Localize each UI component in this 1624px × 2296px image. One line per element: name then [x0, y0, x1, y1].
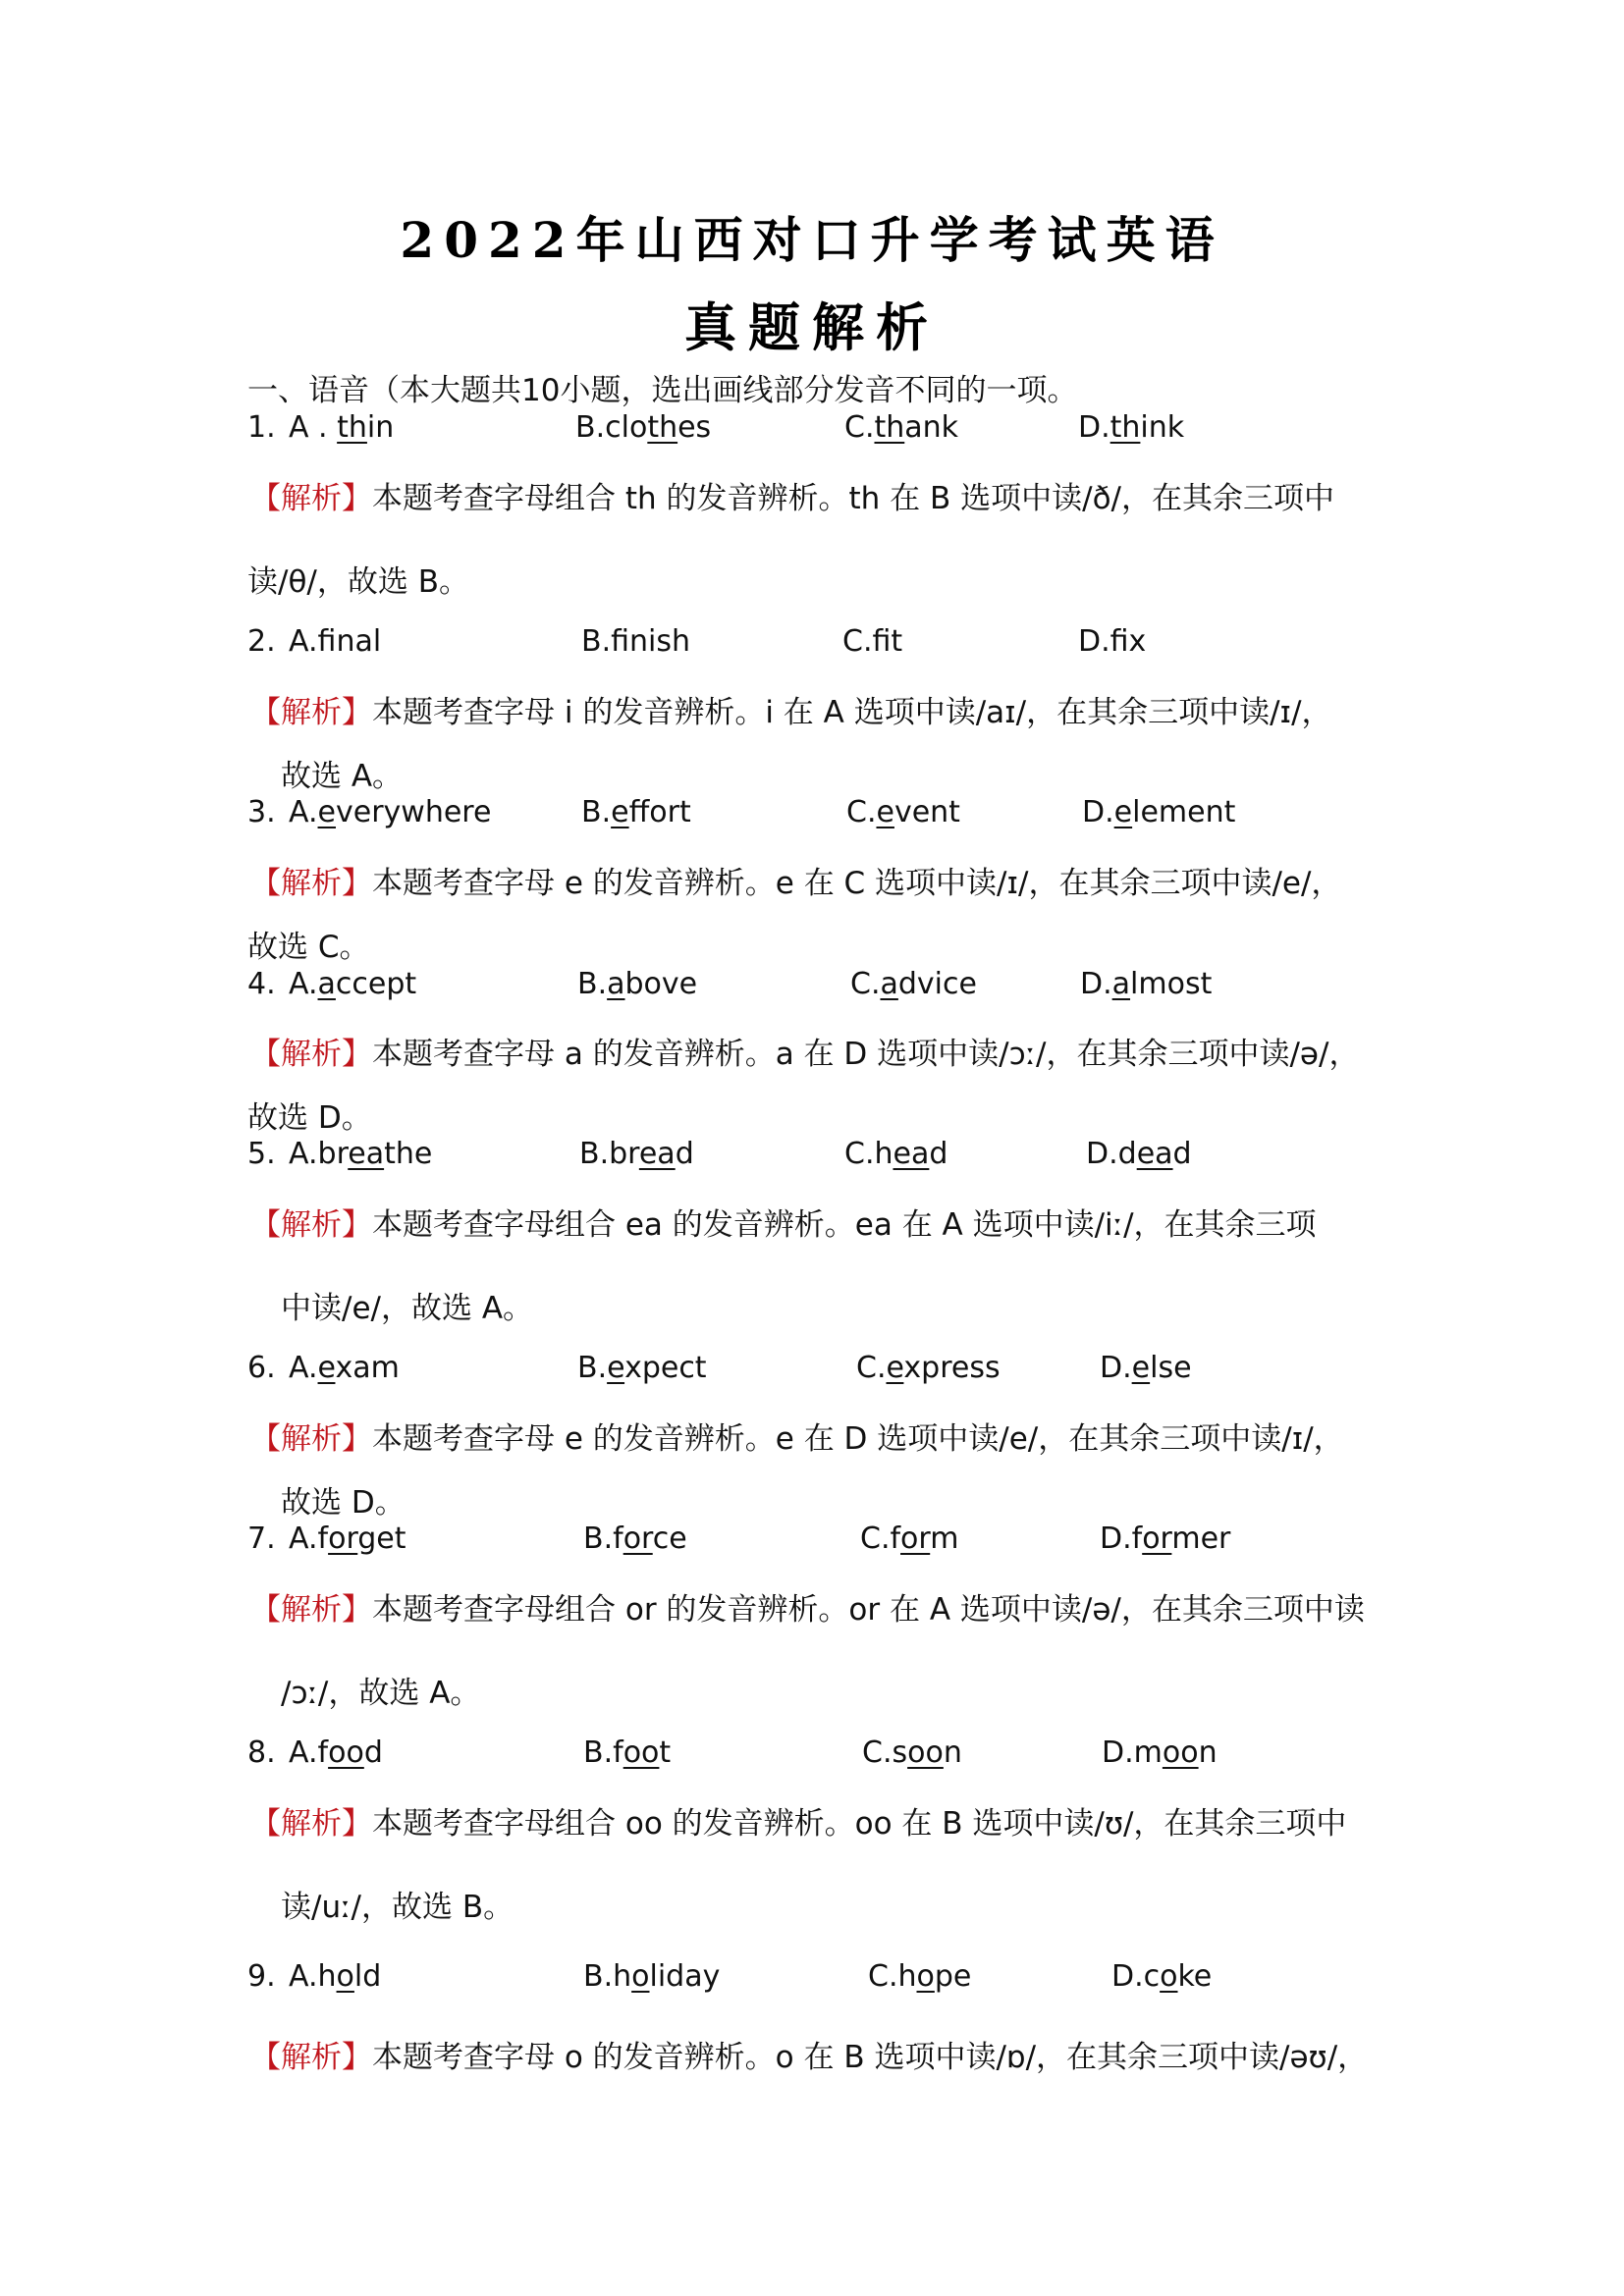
option-suffix: pe	[934, 1959, 972, 1994]
analysis-line	[250, 2032, 1368, 2076]
option-prefix: B.h	[583, 1959, 632, 1994]
option-b	[579, 1137, 694, 1171]
option-underlined-letters: e	[1113, 795, 1133, 829]
analysis-line	[250, 1584, 1365, 1629]
option-b	[583, 1959, 720, 1994]
option-underlined-letters: th	[647, 410, 678, 445]
question-number: 1.	[247, 410, 276, 445]
analysis-text: 本题考查字母组合 oo 的发音辨析。oo 在 B 选项中读/ʊ/，在其余三项中	[372, 1806, 1347, 1842]
option-underlined-letters: e	[611, 795, 629, 829]
option-prefix: A.f	[289, 1522, 329, 1556]
analysis-line	[250, 858, 1341, 902]
analysis-line	[250, 687, 1332, 731]
option-underlined-letters: or	[1142, 1522, 1172, 1556]
question-row	[247, 1137, 1426, 1176]
option-a	[289, 1735, 383, 1770]
option-underlined-letters: e	[607, 1351, 625, 1385]
question-number: 3.	[247, 795, 276, 829]
option-d	[1100, 1522, 1230, 1556]
option-a	[289, 410, 394, 445]
question-row	[247, 1959, 1426, 1999]
option-prefix: C.f	[842, 624, 892, 659]
option-underlined-letters: o	[916, 1959, 935, 1994]
option-suffix: lement	[1132, 795, 1236, 829]
option-prefix: B.f	[583, 1522, 623, 1556]
analysis-tag: 【解析】	[250, 1592, 372, 1628]
option-prefix: A.f	[289, 624, 337, 659]
option-suffix: es	[677, 410, 712, 445]
analysis-text: 本题考查字母组合 or 的发音辨析。or 在 A 选项中读/ə/，在其余三项中读	[372, 1592, 1365, 1628]
option-suffix: lmost	[1130, 967, 1213, 1001]
option-underlined-letters: oo	[907, 1735, 944, 1770]
analysis-continuation: 读/uː/，故选 B。	[281, 1890, 514, 1925]
option-prefix: A.	[289, 967, 318, 1001]
option-c	[868, 1959, 971, 1994]
option-prefix: B.br	[579, 1137, 639, 1171]
option-b	[581, 795, 691, 829]
option-prefix: D.	[1082, 795, 1114, 829]
option-c	[862, 1735, 962, 1770]
question-number: 6.	[247, 1351, 276, 1385]
analysis-text: 本题考查字母 e 的发音辨析。e 在 D 选项中读/e/，在其余三项中读/ɪ/，	[372, 1421, 1344, 1457]
option-suffix: get	[357, 1522, 406, 1556]
analysis-continuation: 故选 C。	[247, 930, 370, 965]
analysis-line	[250, 1029, 1359, 1073]
option-d	[1102, 1735, 1218, 1770]
option-prefix: C.h	[844, 1137, 893, 1171]
question-row	[247, 1351, 1426, 1390]
analysis-continuation: 故选 A。	[281, 759, 404, 794]
question-row	[247, 410, 1426, 450]
option-a	[289, 624, 381, 659]
option-underlined-letters: or	[900, 1522, 931, 1556]
option-d	[1082, 795, 1235, 829]
option-underlined-letters: a	[1111, 967, 1131, 1001]
option-underlined-letters: th	[337, 410, 367, 445]
option-suffix: mer	[1171, 1522, 1231, 1556]
option-prefix: C.	[850, 967, 881, 1001]
analysis-tag: 【解析】	[250, 1806, 372, 1842]
option-prefix: B.	[577, 1351, 608, 1385]
option-a	[289, 967, 416, 1001]
option-suffix: xpress	[903, 1351, 1001, 1385]
option-suffix: d	[675, 1137, 694, 1171]
option-b	[575, 410, 711, 445]
option-b	[577, 967, 697, 1001]
option-c	[846, 795, 960, 829]
option-suffix: d	[1172, 1137, 1192, 1171]
option-underlined-letters: a	[317, 967, 336, 1001]
option-suffix: nal	[336, 624, 382, 659]
option-underlined-letters: ea	[348, 1137, 385, 1171]
question-row	[247, 795, 1426, 834]
option-suffix: xpect	[624, 1351, 707, 1385]
option-prefix: B.clo	[575, 410, 648, 445]
option-underlined-letters: e	[876, 795, 894, 829]
option-b	[581, 624, 690, 659]
question-row	[247, 967, 1426, 1006]
analysis-continuation: 故选 D。	[247, 1100, 372, 1136]
option-underlined-letters: e	[1131, 1351, 1151, 1385]
option-d	[1100, 1351, 1192, 1385]
option-suffix: ffort	[628, 795, 691, 829]
option-prefix: A.	[289, 1351, 318, 1385]
option-underlined-letters: ea	[638, 1137, 676, 1171]
option-prefix: D.f	[1100, 1522, 1143, 1556]
option-prefix: C.	[844, 410, 875, 445]
analysis-text: 本题考查字母 a 的发音辨析。a 在 D 选项中读/ɔː/，在其余三项中读/ə/，	[372, 1037, 1360, 1072]
option-prefix: C.h	[868, 1959, 917, 1994]
option-underlined-letters: ea	[1136, 1137, 1173, 1171]
analysis-text: 本题考查字母组合 th 的发音辨析。th 在 B 选项中读/ð/，在其余三项中	[372, 481, 1334, 516]
option-suffix: vent	[893, 795, 960, 829]
analysis-continuation: 中读/e/，故选 A。	[281, 1291, 534, 1326]
analysis-continuation: 故选 D。	[281, 1485, 406, 1521]
analysis-tag: 【解析】	[250, 2040, 372, 2075]
question-number: 8.	[247, 1735, 276, 1770]
option-prefix: B.f	[583, 1735, 623, 1770]
option-a	[289, 1351, 400, 1385]
option-prefix: D.	[1080, 967, 1112, 1001]
option-suffix: liday	[649, 1959, 721, 1994]
option-suffix: lse	[1150, 1351, 1192, 1385]
option-underlined-letters: o	[631, 1959, 650, 1994]
analysis-tag: 【解析】	[250, 695, 372, 730]
option-underlined-letters: th	[874, 410, 905, 445]
option-suffix: d	[929, 1137, 948, 1171]
option-c	[842, 624, 902, 659]
option-prefix: C.	[856, 1351, 887, 1385]
analysis-continuation: 读/θ/，故选 B。	[247, 564, 469, 600]
option-prefix: D.	[1100, 1351, 1132, 1385]
page-subtitle: 真题解析	[684, 297, 940, 358]
question-number: 5.	[247, 1137, 276, 1171]
option-suffix: n	[1198, 1735, 1218, 1770]
analysis-tag: 【解析】	[250, 866, 372, 901]
analysis-tag: 【解析】	[250, 1207, 372, 1243]
option-underlined-letters: a	[607, 967, 625, 1001]
option-suffix: t	[891, 624, 903, 659]
option-underlined-letters: o	[336, 1959, 354, 1994]
option-c	[844, 410, 958, 445]
option-underlined-letters: or	[623, 1522, 653, 1556]
option-underlined-letters: a	[880, 967, 898, 1001]
option-underlined-letters: e	[886, 1351, 904, 1385]
option-b	[577, 1351, 707, 1385]
analysis-tag: 【解析】	[250, 1421, 372, 1457]
option-a	[289, 1522, 406, 1556]
option-suffix: m	[930, 1522, 959, 1556]
option-underlined-letters: e	[317, 1351, 336, 1385]
option-prefix: B.	[577, 967, 608, 1001]
option-prefix: D.f	[1078, 624, 1129, 659]
page-title: 2022年山西对口升学考试英语	[400, 211, 1224, 269]
question-number: 9.	[247, 1959, 276, 1994]
option-prefix: D.	[1078, 410, 1110, 445]
question-number: 2.	[247, 624, 276, 659]
option-underlined-letters: oo	[328, 1735, 364, 1770]
option-c	[844, 1137, 947, 1171]
option-suffix: ccept	[335, 967, 417, 1001]
option-suffix: ld	[353, 1959, 382, 1994]
analysis-text: 本题考查字母 o 的发音辨析。o 在 B 选项中读/ɒ/，在其余三项中读/əʊ/，	[372, 2040, 1369, 2075]
option-suffix: n	[943, 1735, 962, 1770]
option-prefix: C.s	[862, 1735, 908, 1770]
option-b	[583, 1735, 671, 1770]
option-prefix: A.h	[289, 1959, 337, 1994]
option-c	[856, 1351, 1001, 1385]
option-suffix: bove	[624, 967, 698, 1001]
option-underlined-letters: oo	[1162, 1735, 1199, 1770]
option-underlined-letters: ea	[893, 1137, 930, 1171]
option-suffix: xam	[335, 1351, 400, 1385]
option-prefix: A.br	[289, 1137, 349, 1171]
option-suffix: ce	[652, 1522, 687, 1556]
option-suffix: d	[363, 1735, 383, 1770]
analysis-line	[250, 1414, 1344, 1458]
analysis-text: 本题考查字母 e 的发音辨析。e 在 C 选项中读/ɪ/，在其余三项中读/e/，	[372, 866, 1342, 901]
option-prefix: A.f	[289, 1735, 329, 1770]
option-suffix: dvice	[897, 967, 977, 1001]
option-suffix: verywhere	[336, 795, 492, 829]
option-suffix: the	[384, 1137, 433, 1171]
option-prefix: C.	[846, 795, 877, 829]
option-d	[1078, 624, 1146, 659]
analysis-line	[250, 1200, 1317, 1244]
analysis-text: 本题考查字母 i 的发音辨析。i 在 A 选项中读/aɪ/，在其余三项中读/ɪ/，	[372, 695, 1332, 730]
option-underlined-letters: e	[317, 795, 336, 829]
option-prefix: C.f	[860, 1522, 901, 1556]
analysis-tag: 【解析】	[250, 1037, 372, 1072]
option-underlined-letters: or	[328, 1522, 358, 1556]
option-suffix: ank	[904, 410, 959, 445]
question-row	[247, 1735, 1426, 1775]
option-c	[860, 1522, 958, 1556]
option-prefix: A.	[289, 795, 318, 829]
option-suffix: nish	[629, 624, 691, 659]
option-a	[289, 1959, 381, 1994]
section-heading: 一、语音（本大题共10小题，选出画线部分发音不同的一项。	[247, 373, 1078, 408]
option-d	[1080, 967, 1212, 1001]
option-suffix: in	[366, 410, 395, 445]
option-prefix: A .	[289, 410, 338, 445]
option-prefix: D.c	[1111, 1959, 1161, 1994]
question-number: 7.	[247, 1522, 276, 1556]
option-a	[289, 1137, 432, 1171]
option-underlined-letters: o	[1160, 1959, 1178, 1994]
analysis-continuation: /ɔː/，故选 A。	[281, 1676, 481, 1711]
option-d	[1111, 1959, 1212, 1994]
question-number: 4.	[247, 967, 276, 1001]
option-prefix: B.	[581, 795, 612, 829]
option-suffix: ke	[1177, 1959, 1213, 1994]
option-underlined-letters: th	[1110, 410, 1141, 445]
option-d	[1086, 1137, 1192, 1171]
analysis-line	[250, 473, 1334, 517]
analysis-tag: 【解析】	[250, 481, 372, 516]
option-d	[1078, 410, 1184, 445]
option-suffix: ink	[1140, 410, 1185, 445]
analysis-text: 本题考查字母组合 ea 的发音辨析。ea 在 A 选项中读/iː/，在其余三项	[372, 1207, 1317, 1243]
question-row	[247, 1522, 1426, 1561]
option-suffix: x	[1128, 624, 1147, 659]
option-b	[583, 1522, 687, 1556]
question-row	[247, 624, 1426, 664]
option-c	[850, 967, 977, 1001]
option-underlined-letters: oo	[623, 1735, 660, 1770]
analysis-line	[250, 1798, 1346, 1842]
option-suffix: t	[659, 1735, 672, 1770]
option-prefix: B.f	[581, 624, 630, 659]
option-a	[289, 795, 491, 829]
option-prefix: D.d	[1086, 1137, 1137, 1171]
option-prefix: D.m	[1102, 1735, 1163, 1770]
